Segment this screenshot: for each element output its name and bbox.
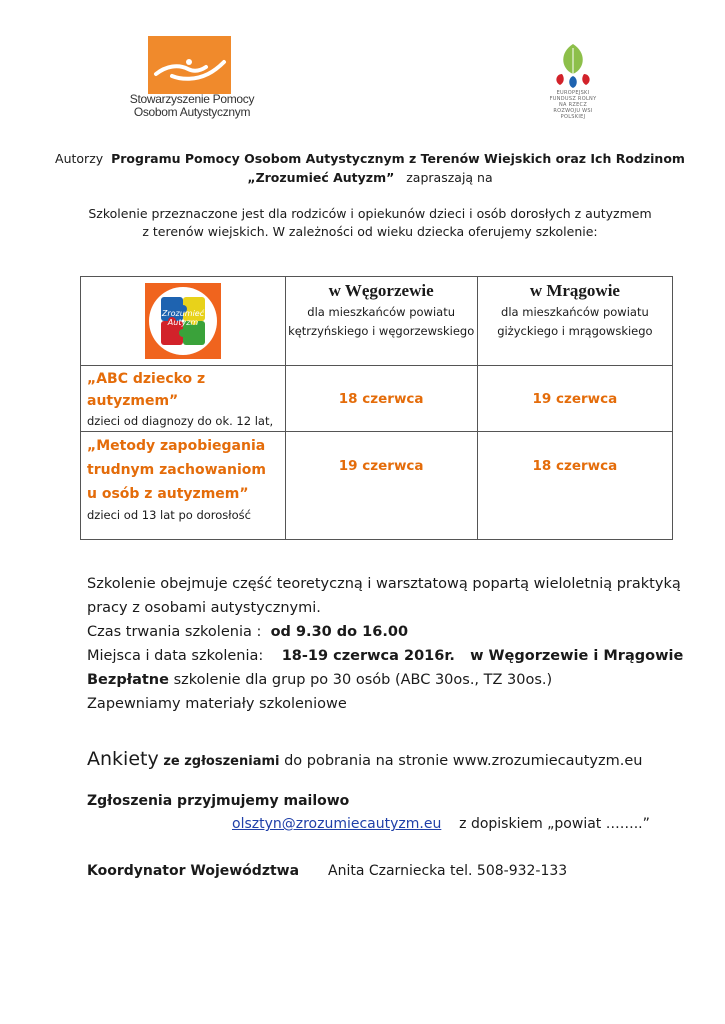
contact-email-line <box>232 816 650 832</box>
association-logo-name: Stowarzyszenie Pomocy Osobom Autystycznym <box>129 92 255 119</box>
location-sub-wegorzewo: dla mieszkańców powiatu kętrzyńskiego i węgorzewskiego <box>288 305 475 338</box>
email-link[interactable]: olsztyn@zrozumiecautyzm.eu <box>232 816 442 832</box>
forms-download: Ankiety ze zgłoszeniami do pobrania na stronie www.zrozumiecautyzm.eu <box>87 748 643 770</box>
course-audience-methods: dzieci od 13 lat po dorosłość <box>87 508 251 522</box>
date-abc-mragowo: 19 czerwca <box>532 391 618 407</box>
eu-fund-logo-text: EUROPEJSKI FUNDUSZ ROLNY NA RZECZ ROZWOJU WSI POLSKIEJ <box>549 90 597 120</box>
course-title-abc: „ABC dziecko z autyzmem” <box>87 371 206 409</box>
date-cell <box>285 366 477 432</box>
coordinator-value: Anita Czarniecka tel. 508-932-133 <box>328 863 568 879</box>
course-cell-abc <box>81 366 286 432</box>
details-desc-line2: pracy z osobami autystycznymi. <box>87 600 321 616</box>
training-details <box>87 572 707 716</box>
location-sub-mragowo: dla mieszkańców powiatu giżyckiego i mrągowskiego <box>497 305 653 338</box>
coordinator-label: Koordynator Województwa <box>87 863 300 879</box>
date-cell <box>477 366 672 432</box>
location-title-mragowo: w Mrągowie <box>529 281 620 300</box>
details-free: Bezpłatne szkolenie dla grup po 30 osób (ABC 30os., TZ 30os.) <box>87 672 553 688</box>
contact-heading: Zgłoszenia przyjmujemy mailowo <box>87 793 350 809</box>
date-cell <box>477 432 672 540</box>
intro-target-line2: z terenów wiejskich. W zależności od wieku dziecka oferujemy szkolenie: <box>142 224 598 239</box>
puzzle-logo-cell <box>81 277 286 366</box>
course-title-methods: „Metody zapobiegania trudnym zachowaniom u osób z autyzmem” <box>87 438 266 502</box>
intro-target-line1: Szkolenie przeznaczone jest dla rodziców i opiekunów dzieci i osób dorosłych z autyzmem <box>88 206 652 221</box>
date-methods-wegorzewo: 19 czerwca <box>338 458 424 474</box>
location-title-wegorzewo: w Węgorzewie <box>328 281 434 300</box>
date-abc-wegorzewo: 18 czerwca <box>338 391 424 407</box>
date-cell <box>285 432 477 540</box>
hands-icon <box>148 36 231 94</box>
details-place: Miejsca i data szkolenia: 18-19 czerwca 2016r. w Węgorzewie i Mrągowie <box>87 648 684 664</box>
intro-authors: Autorzy Programu Pomocy Osobom Autystycznym z Terenów Wiejskich oraz Ich Rodzinom <box>55 151 685 166</box>
intro-invite: „Zrozumieć Autyzm” zapraszają na <box>247 170 493 185</box>
table-row <box>81 432 673 540</box>
puzzle-logo <box>145 283 221 359</box>
date-methods-mragowo: 18 czerwca <box>532 458 618 474</box>
details-desc-line1: Szkolenie obejmuje część teoretyczną i warsztatową popartą wieloletnią praktyką <box>87 576 681 592</box>
leaf-icon <box>548 42 598 90</box>
email-note: z dopiskiem „powiat ……..” <box>459 816 650 832</box>
header-wegorzewo <box>285 277 477 366</box>
details-duration: Czas trwania szkolenia : od 9.30 do 16.00 <box>87 624 409 640</box>
course-audience-abc: dzieci od diagnozy do ok. 12 lat, <box>87 414 274 428</box>
puzzle-logo-text: Zrozumieć Autyzm <box>161 309 205 327</box>
table-header-row <box>81 277 673 366</box>
association-logo <box>148 36 231 94</box>
course-cell-methods <box>81 432 286 540</box>
table-row <box>81 366 673 432</box>
schedule-table <box>80 276 673 540</box>
header-mragowo <box>477 277 672 366</box>
details-materials: Zapewniamy materiały szkoleniowe <box>87 696 347 712</box>
